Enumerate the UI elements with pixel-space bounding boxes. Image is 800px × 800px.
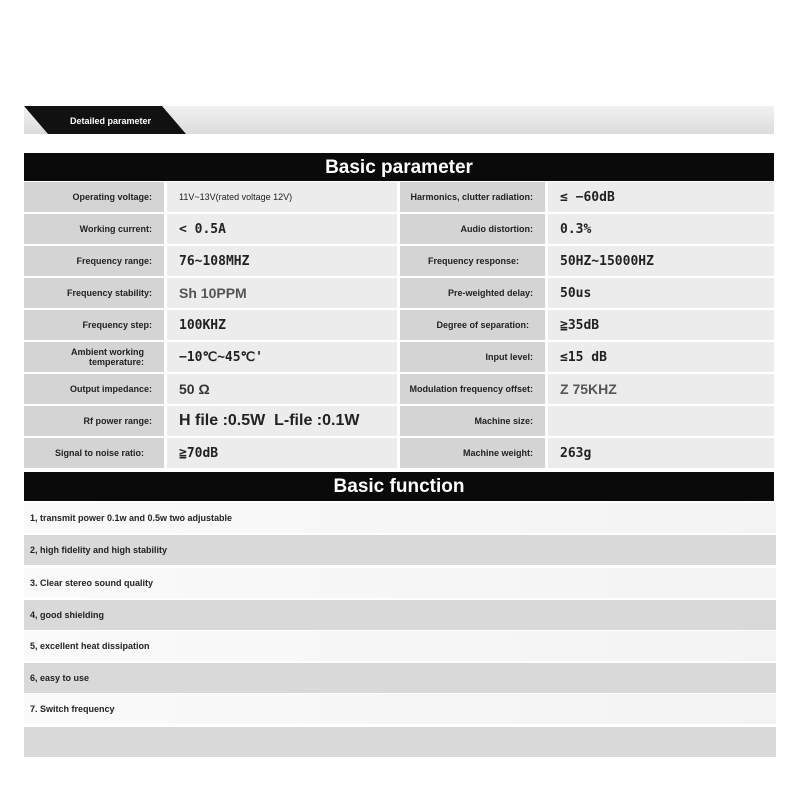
function-item: 1, transmit power 0.1w and 0.5w two adjustable <box>24 503 776 533</box>
param-label: Machine size: <box>400 406 545 436</box>
function-item: 6, easy to use <box>24 663 776 693</box>
function-item: 5, excellent heat dissipation <box>24 631 776 661</box>
param-value <box>548 406 774 436</box>
param-label: Operating voltage: <box>24 182 164 212</box>
param-value: Z 75KHZ <box>548 374 774 404</box>
param-label: Harmonics, clutter radiation: <box>400 182 545 212</box>
param-row <box>24 406 774 436</box>
param-label: Degree of separation: <box>400 310 545 340</box>
param-value: ≧70dB <box>167 438 397 468</box>
param-label: Rf power range: <box>24 406 164 436</box>
param-row <box>24 438 774 468</box>
param-value: −10℃~45℃' <box>167 342 397 372</box>
param-row <box>24 278 774 308</box>
param-value: 100KHZ <box>167 310 397 340</box>
basic-parameter-title: Basic parameter <box>24 153 774 181</box>
param-label: Signal to noise ratio: <box>24 438 164 468</box>
param-label: Input level: <box>400 342 545 372</box>
param-value: 11V~13V(rated voltage 12V) <box>167 182 397 212</box>
param-value: 50HZ~15000HZ <box>548 246 774 276</box>
param-value: 50us <box>548 278 774 308</box>
param-label: Ambient working temperature: <box>24 342 164 372</box>
param-row <box>24 310 774 340</box>
param-value: ≤ −60dB <box>548 182 774 212</box>
param-value: 263g <box>548 438 774 468</box>
param-value: < 0.5A <box>167 214 397 244</box>
function-item: 7. Switch frequency <box>24 694 776 724</box>
param-row <box>24 182 774 212</box>
param-value: Sh 10PPM <box>167 278 397 308</box>
param-value: 50 Ω <box>167 374 397 404</box>
param-label: Audio distortion: <box>400 214 545 244</box>
param-label: Frequency step: <box>24 310 164 340</box>
basic-function-title: Basic function <box>24 472 774 501</box>
param-label: Output impedance: <box>24 374 164 404</box>
detailed-parameter-tab-label: Detailed parameter <box>70 116 152 126</box>
param-label: Frequency response: <box>400 246 545 276</box>
param-label: Modulation frequency offset: <box>400 374 545 404</box>
param-row <box>24 214 774 244</box>
function-item <box>24 727 776 757</box>
param-row <box>24 374 774 404</box>
function-item: 3. Clear stereo sound quality <box>24 568 776 598</box>
param-value: ≧35dB <box>548 310 774 340</box>
param-value: H file :0.5W L-file :0.1W <box>167 406 397 436</box>
param-row <box>24 342 774 372</box>
param-value: 0.3% <box>548 214 774 244</box>
param-label: Frequency stability: <box>24 278 164 308</box>
param-value: 76~108MHZ <box>167 246 397 276</box>
param-label: Machine weight: <box>400 438 545 468</box>
function-item: 2, high fidelity and high stability <box>24 535 776 565</box>
function-item: 4, good shielding <box>24 600 776 630</box>
param-row <box>24 246 774 276</box>
param-value: ≤15 dB <box>548 342 774 372</box>
param-label: Working current: <box>24 214 164 244</box>
param-label: Frequency range: <box>24 246 164 276</box>
param-label: Pre-weighted delay: <box>400 278 545 308</box>
